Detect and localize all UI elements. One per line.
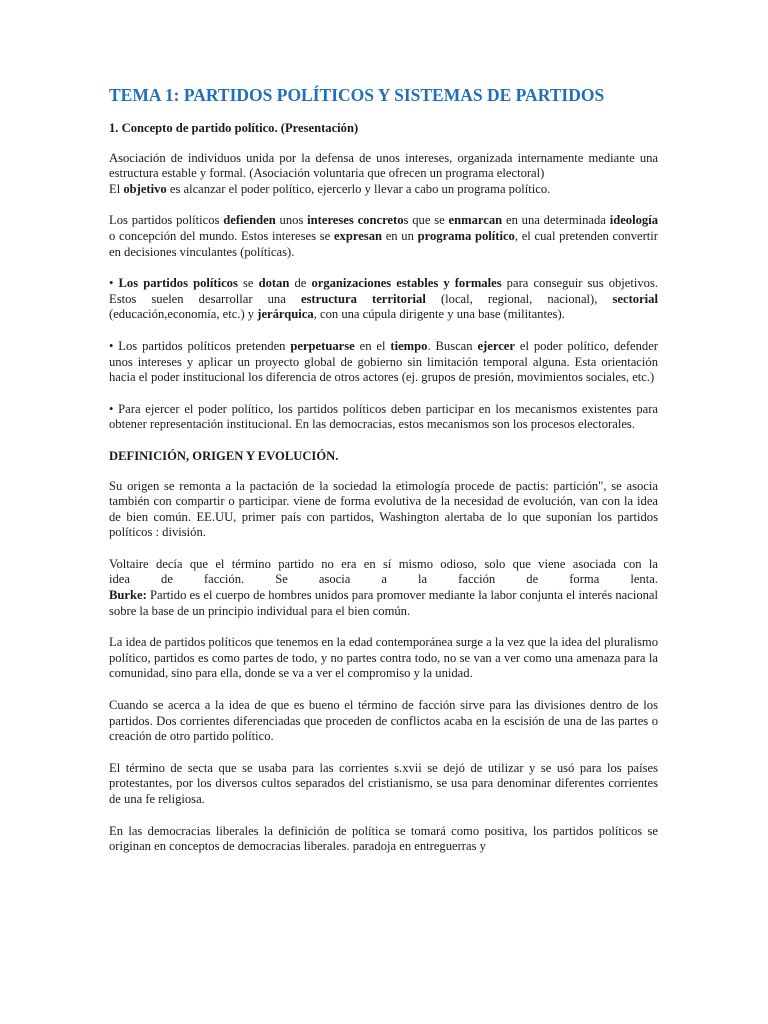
voltaire-line: Voltaire decía que el término partido no era en sí mismo odioso, solo que viene asociada con la: [109, 556, 658, 571]
paragraph-secta: El término de secta que se usaba para las corrientes s.xvii se dejó de utilizar y se usó para los países protestantes, por los diversos cultos separados del cristianismo, se usa para denominar diferentes corrientes de una fe religiosa.: [109, 760, 658, 806]
paragraph-mecanismos: • Para ejercer el poder político, los partidos políticos deben participar en los mecanismos existentes para obtener representación institucional. En las democracias, estos mecanismos son los procesos electorales.: [109, 401, 658, 432]
paragraph-organizaciones: • Los partidos políticos se dotan de organizaciones estables y formales para conseguir sus objetivos. Estos suelen desarrollar una estructura territorial (local, regional, nacional), sectorial (educación,economía, etc.) y jerárquica, con una cúpula dirigente y una base (militantes).: [109, 276, 659, 322]
paragraph-objetivo: El objetivo es alcanzar el poder político, ejercerlo y llevar a cabo un programa político.: [109, 181, 551, 196]
document-title: TEMA 1: PARTIDOS POLÍTICOS Y SISTEMAS DE PARTIDOS: [109, 85, 605, 105]
paragraph-faccion: Cuando se acerca a la idea de que es bueno el término de facción sirve para las divisiones dentro de los partidos. Dos corrientes diferenciadas que proceden de conflictos acaba en la escisión de una de las partes o creación de otro partido político.: [109, 698, 658, 744]
paragraph-voltaire: Voltaire decía que el término partido no era en sí mismo odioso, solo que viene asociada con la idea de facción. Se asocia a la facción de forma lenta. Burke: Partido es el cuerpo de hombres unidos para promover mediante la labor conjunta el interés nacional sobre la base de un principio individual para el bien común.: [109, 556, 658, 618]
paragraph-perpetuarse: • Los partidos políticos pretenden perpetuarse en el tiempo. Buscan ejercer el poder político, defender unos intereses y aplicar un proyecto global de gobierno sin limitación temporal alguna. Esta orientación hacia el poder institucional los diferencia de otros actores (ej. grupos de presión, movimientos sociales, etc.): [109, 338, 658, 385]
paragraph-origen: Su origen se remonta a la pactación de la sociedad la etimología procede de pactis: partición", se asocia también con compartir o participar. viene de forma evolutiva de la necesidad de evolución, van con la idea de bien común. EE.UU, primer país con partidos, Washington alertaba de lo que suponían los partidos políticos : división.: [109, 478, 658, 540]
paragraph-asociacion: Asociación de individuos unida por la defensa de unos intereses, organizada internamente mediante una estructura estable y formal. (Asociación voluntaria que ofrecen un programa electoral): [109, 150, 658, 181]
paragraph-pluralismo: La idea de partidos políticos que tenemos en la edad contemporánea surge a la vez que la idea del pluralismo político, partidos es como partes de todo, y no partes contra todo, no se van a ver como una amenaza para la comunidad, sino para ella, donde se va a ver el compromiso y la unidad.: [109, 635, 658, 681]
faccion-line: idea de facción. Se asocia a la facción de forma lenta.: [109, 572, 658, 587]
document-page: [109, 84, 658, 871]
section-heading-concepto: 1. Concepto de partido político. (Presentación): [109, 121, 359, 135]
paragraph-intereses: Los partidos políticos defienden unos intereses concretos que se enmarcan en una determinada ideología o concepción del mundo. Estos intereses se expresan en un programa político, el cual pretenden convertir en decisiones vinculantes (políticas).: [109, 213, 658, 259]
section-heading-definicion: DEFINICIÓN, ORIGEN Y EVOLUCIÓN.: [109, 448, 339, 463]
paragraph-democracias: En las democracias liberales la definición de política se tomará como positiva, los partidos políticos se originan en conceptos de democracias liberales. paradoja en entreguerras y: [109, 823, 658, 854]
